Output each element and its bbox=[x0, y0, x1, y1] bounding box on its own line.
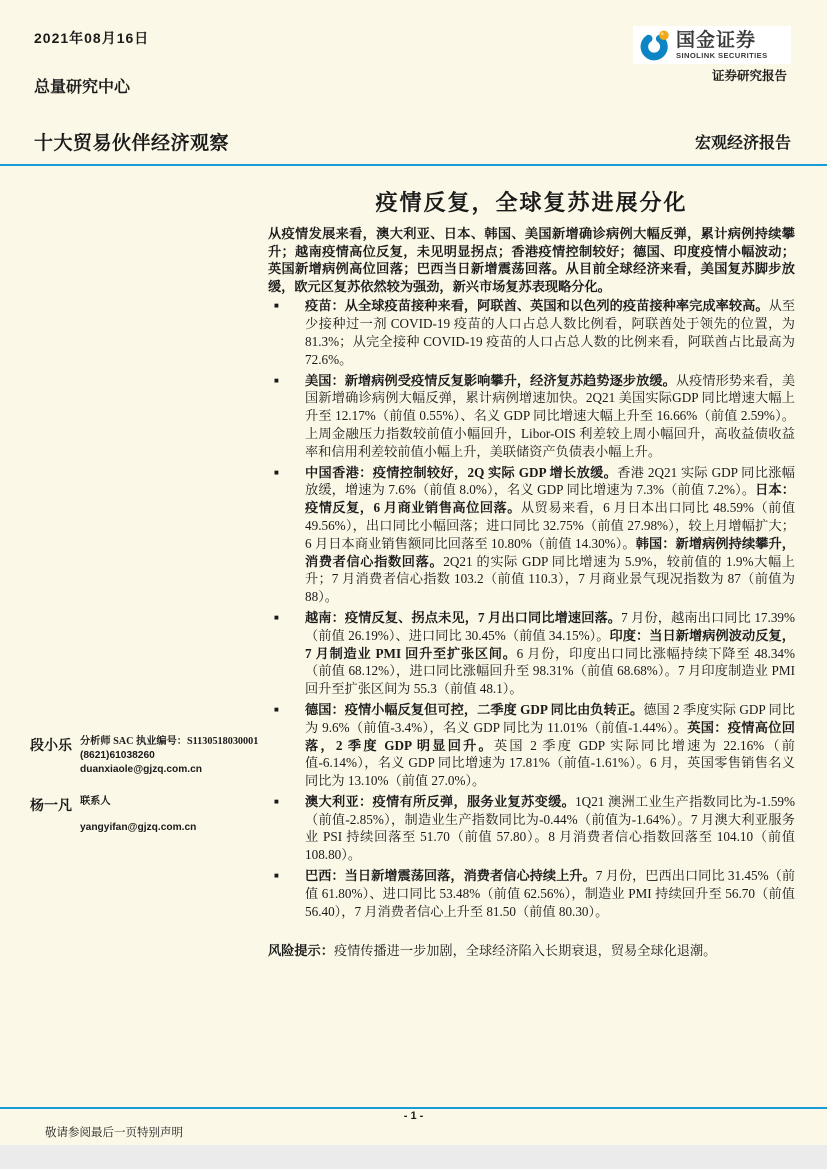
bullet-text: 越南：疫情反复、拐点未见，7 月出口同比增速回落。7 月份，越南出口同比 17.39%（前值 26.19%）、进口同比 30.45%（前值 34.15%）。印度：当日新增病例波动反复，7 月制造业 PMI 回升至扩张区间。6 月份，印度出口同比涨幅持续下降至 48.34%（前值 68.12%），进口同比涨幅回升至 98.31%（前值 68.68%）。7 月印度制造业 PMI 回升至扩张区间为 55.3（前值 48.1）。 bbox=[305, 609, 796, 697]
header-divider bbox=[0, 164, 827, 166]
report-bullet-item bbox=[268, 867, 795, 920]
bullet-text: 中国香港：疫情控制较好，2Q 实际 GDP 增长放缓。香港 2Q21 实际 GDP 同比涨幅放缓，增速为 7.6%（前值 8.0%），名义 GDP 同比增速为 7.3%（前值 7.2%）。日本：疫情反复，6 月商业销售高位回落。从贸易来看，6 月日本出口同比 48.59%（前值 49.56%），出口同比小幅回落；进口同比 32.75%（前值 27.98%），较上月增幅扩大；6 月日本商业销售额同比回落至 10.80%（前值 14.30%）。韩国：新增病例持续攀升，消费者信心指数回落。2Q21 的实际 GDP 同比增速为 5.9%，较前值的 1.9%大幅上升；7 月消费者信心指数 103.2（前值 110.3），7 月商业景气现况指数为 87（前值为 88）。 bbox=[305, 464, 796, 605]
analyst-name: 杨一凡 bbox=[30, 799, 72, 814]
analyst-phone: (8621)61038260 bbox=[80, 750, 155, 761]
report-type-label: 宏观经济报告 bbox=[694, 135, 791, 152]
bullet-text: 疫苗：从全球疫苗接种来看，阿联酋、英国和以色列的疫苗接种率完成率较高。从至少接种过一剂 COVID-19 疫苗的人口占总人数比例看，阿联酋处于领先的位置，为 81.3%；从完全接种 COVID-19 疫苗的人口占总人数的比例来看，阿联酋占比最高为 72.6%。 bbox=[305, 298, 796, 367]
article-body bbox=[268, 186, 795, 973]
analyst-role: 联系人 bbox=[80, 796, 111, 807]
brand-name-cn: 国金证券 bbox=[676, 29, 757, 51]
risk-note-label: 风险提示： bbox=[268, 943, 334, 959]
document-title: 十大贸易伙伴经济观察 bbox=[34, 133, 230, 154]
report-bullet-list bbox=[268, 297, 795, 920]
report-bullet-item bbox=[268, 297, 795, 368]
risk-note bbox=[268, 942, 795, 960]
report-bullet-item bbox=[268, 609, 795, 698]
bullet-square-icon: ■ bbox=[274, 704, 279, 714]
brand-logo bbox=[633, 26, 791, 64]
report-series-label: 证券研究报告 bbox=[711, 69, 787, 83]
page-number: - 1 - bbox=[403, 1110, 424, 1122]
report-bullet-item bbox=[268, 701, 795, 790]
analyst-name: 段小乐 bbox=[30, 739, 72, 754]
article-headline: 疫情反复，全球复苏进展分化 bbox=[375, 190, 688, 215]
analyst-entry bbox=[30, 735, 260, 777]
bullet-square-icon: ■ bbox=[274, 796, 279, 806]
footer-disclaimer: 敬请参阅最后一页特别声明 bbox=[45, 1127, 183, 1139]
article-intro: 从疫情发展来看，澳大利亚、日本、韩国、美国新增确诊病例大幅反弹，累计病例持续攀升；越南疫情高位反复，未见明显拐点；香港疫情控制较好；德国、印度疫情小幅波动；英国新增病例高位回落；巴西当日新增震荡回落。从目前全球经济来看，美国复苏脚步放缓，欧元区复苏依然较为强劲，新兴市场复苏表现略分化。 bbox=[268, 226, 795, 294]
brand-name-en: SINOLINK SECURITIES bbox=[676, 50, 768, 60]
footer-divider bbox=[0, 1107, 827, 1109]
bullet-square-icon: ■ bbox=[274, 467, 279, 477]
page-bottom-strip bbox=[0, 1145, 827, 1169]
risk-note-text: 疫情传播进一步加剧，全球经济陷入长期衰退，贸易全球化退潮。 bbox=[333, 943, 717, 959]
analyst-entry bbox=[30, 795, 260, 835]
analyst-block bbox=[30, 735, 260, 853]
analyst-email: duanxiaole@gjzq.com.cn bbox=[80, 764, 203, 775]
bullet-square-icon: ■ bbox=[274, 612, 279, 622]
report-bullet-item bbox=[268, 372, 795, 461]
bullet-square-icon: ■ bbox=[274, 301, 279, 311]
report-bullet-item bbox=[268, 793, 795, 864]
report-date: 2021年08月16日 bbox=[34, 30, 150, 46]
report-bullet-item bbox=[268, 464, 795, 606]
sinolink-logo-icon bbox=[638, 28, 672, 62]
bullet-text: 巴西：当日新增震荡回落，消费者信心持续上升。7 月份，巴西出口同比 31.45%（前值 61.80%）、进口同比 53.48%（前值 62.56%），制造业 PMI 持续回升至 56.70（前值 56.40），7 月消费者信心上升至 81.50（前值 80.30）。 bbox=[305, 868, 796, 919]
bullet-text: 澳大利亚：疫情有所反弹，服务业复苏变缓。1Q21 澳洲工业生产指数同比为-1.59%（前值-2.85%），制造业生产指数同比为-0.44%（前值为-1.64%）。7 月澳大利亚服务业 PSI 持续回落至 51.70（前值 57.80）。8 月消费者信心指数回落至 104.10（前值 108.80）。 bbox=[305, 793, 795, 863]
department-name: 总量研究中心 bbox=[34, 79, 131, 96]
analyst-role: 分析师 SAC 执业编号：S1130518030001 bbox=[80, 736, 259, 747]
bullet-square-icon: ■ bbox=[274, 871, 279, 881]
bullet-square-icon: ■ bbox=[274, 375, 279, 385]
bullet-text: 德国：疫情小幅反复但可控，二季度 GDP 同比由负转正。德国 2 季度实际 GDP 同比为 9.6%（前值-3.4%），名义 GDP 同比为 11.01%（前值-1.44%）。英国：疫情高位回落，2 季度 GDP 明显回升。英国 2 季度 GDP 实际同比增速为 22.16%（前值-6.14%），名义 GDP 同比增速为 17.81%（前值-1.61%）。6 月，英国零售销售名义同比为 13.10%（前值 27.0%）。 bbox=[305, 701, 795, 789]
analyst-email: yangyifan@gjzq.com.cn bbox=[80, 822, 197, 833]
bullet-text: 美国：新增病例受疫情反复影响攀升，经济复苏趋势逐步放缓。从疫情形势来看，美国新增确诊病例大幅反弹，累计病例增速加快。2Q21 美国实际GDP 同比增速大幅上升至 12.17%（前值 0.55%）、名义 GDP 同比增速大幅上升至 16.66%（前值 2.59%）。上周金融压力指数较前值小幅回升，Libor-OIS 利差较上周小幅回升，高收益债收益率和信用利差较前值小幅上升，美联储资产负债表小幅上升。 bbox=[305, 372, 796, 459]
